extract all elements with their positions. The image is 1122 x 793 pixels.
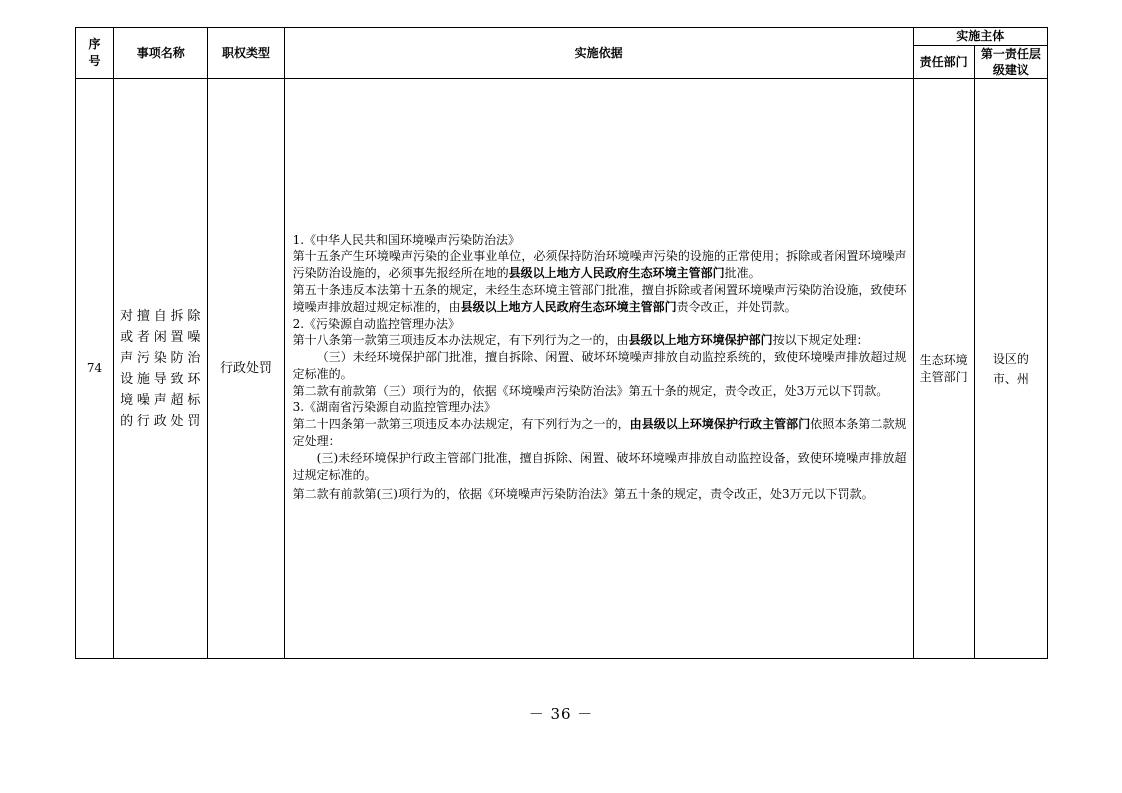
header-no xyxy=(76,28,114,79)
basis-authority-highlight: 县级以上地方人民政府生态环境主管部门 xyxy=(508,266,725,281)
header-dept: 责任部门 xyxy=(913,46,974,79)
authority-table xyxy=(75,27,1048,659)
basis-law-3-para2: 第二款有前款第(三)项行为的，依据《环境噪声污染防治法》第五十条的规定，责令改正，处3万元以下罚款。 xyxy=(292,487,874,502)
basis-authority-highlight: 县级以上地方环境保护部门 xyxy=(628,333,773,348)
row-name: 对擅自拆除或者闲置噪声污染防治设施导致环境噪声超标的行政处罚 xyxy=(114,79,208,659)
header-subject: 实施主体 xyxy=(913,28,1047,46)
basis-law-2-item3: （三）未经环境保护部门批准，擅自拆除、闲置、破坏环境噪声排放自动监控系统的，致使环境噪声排放超过规定标准的。 xyxy=(292,350,907,381)
basis-law-1-art15: 第十五条产生环境噪声污染的企业事业单位，必须保持防治环境噪声污染的设施的正常使用；拆除或者闲置环境噪声污染防治设施的，必须事先报经所在地的县级以上地方人民政府生态环境主管部门批准。 xyxy=(292,249,907,281)
row-basis xyxy=(284,79,913,659)
basis-authority-highlight: 由县级以上环境保护行政主管部门 xyxy=(629,417,811,432)
page-number: － 36 － xyxy=(528,705,594,723)
header-type: 职权类型 xyxy=(208,28,284,79)
row-type: 行政处罚 xyxy=(208,79,284,659)
header-name: 事项名称 xyxy=(114,28,208,79)
basis-law-2-title: 2.《污染源自动监控管理办法》 xyxy=(292,316,461,331)
basis-law-2-para2: 第二款有前款第（三）项行为的，依据《环境噪声污染防治法》第五十条的规定，责令改正，处3万元以下罚款。 xyxy=(292,383,889,398)
basis-law-1-title: 1.《中华人民共和国环境噪声污染防治法》 xyxy=(292,232,521,247)
basis-law-2-art18: 第十八条第一款第三项违反本办法规定，有下列行为之一的，由县级以上地方环境保护部门按以下规定处理： xyxy=(292,333,869,348)
basis-authority-highlight: 县级以上地方人民政府生态环境主管部门 xyxy=(460,299,677,314)
row-level: 设区的市、州 xyxy=(974,79,1047,659)
basis-law-3-art24: 第二十四条第一款第三项违反本办法规定，有下列行为之一的，由县级以上环境保护行政主管部门依照本条第二款规定处理： xyxy=(292,417,907,449)
header-level-label: 第一责任层级建议 xyxy=(980,47,1041,77)
basis-law-1-art50: 第五十条违反本法第十五条的规定，未经生态环境主管部门批准，擅自拆除或者闲置环境噪声污染防治设施，致使环境噪声排放超过规定标准的，由县级以上地方人民政府生态环境主管部门责令改正，并处罚款。 xyxy=(292,282,907,314)
header-no-label: 序号 xyxy=(88,37,101,68)
row-dept: 生态环境主管部门 xyxy=(913,79,974,659)
header-basis: 实施依据 xyxy=(284,28,913,79)
basis-law-3-title: 3.《湖南省污染源自动监控管理办法》 xyxy=(292,400,497,415)
basis-law-3-item3: (三)未经环境保护行政主管部门批准，擅自拆除、闲置、破坏环境噪声排放自动监控设备，致使环境噪声排放超过规定标准的。 xyxy=(292,450,907,482)
header-level xyxy=(974,46,1047,79)
row-no: 74 xyxy=(76,79,114,659)
